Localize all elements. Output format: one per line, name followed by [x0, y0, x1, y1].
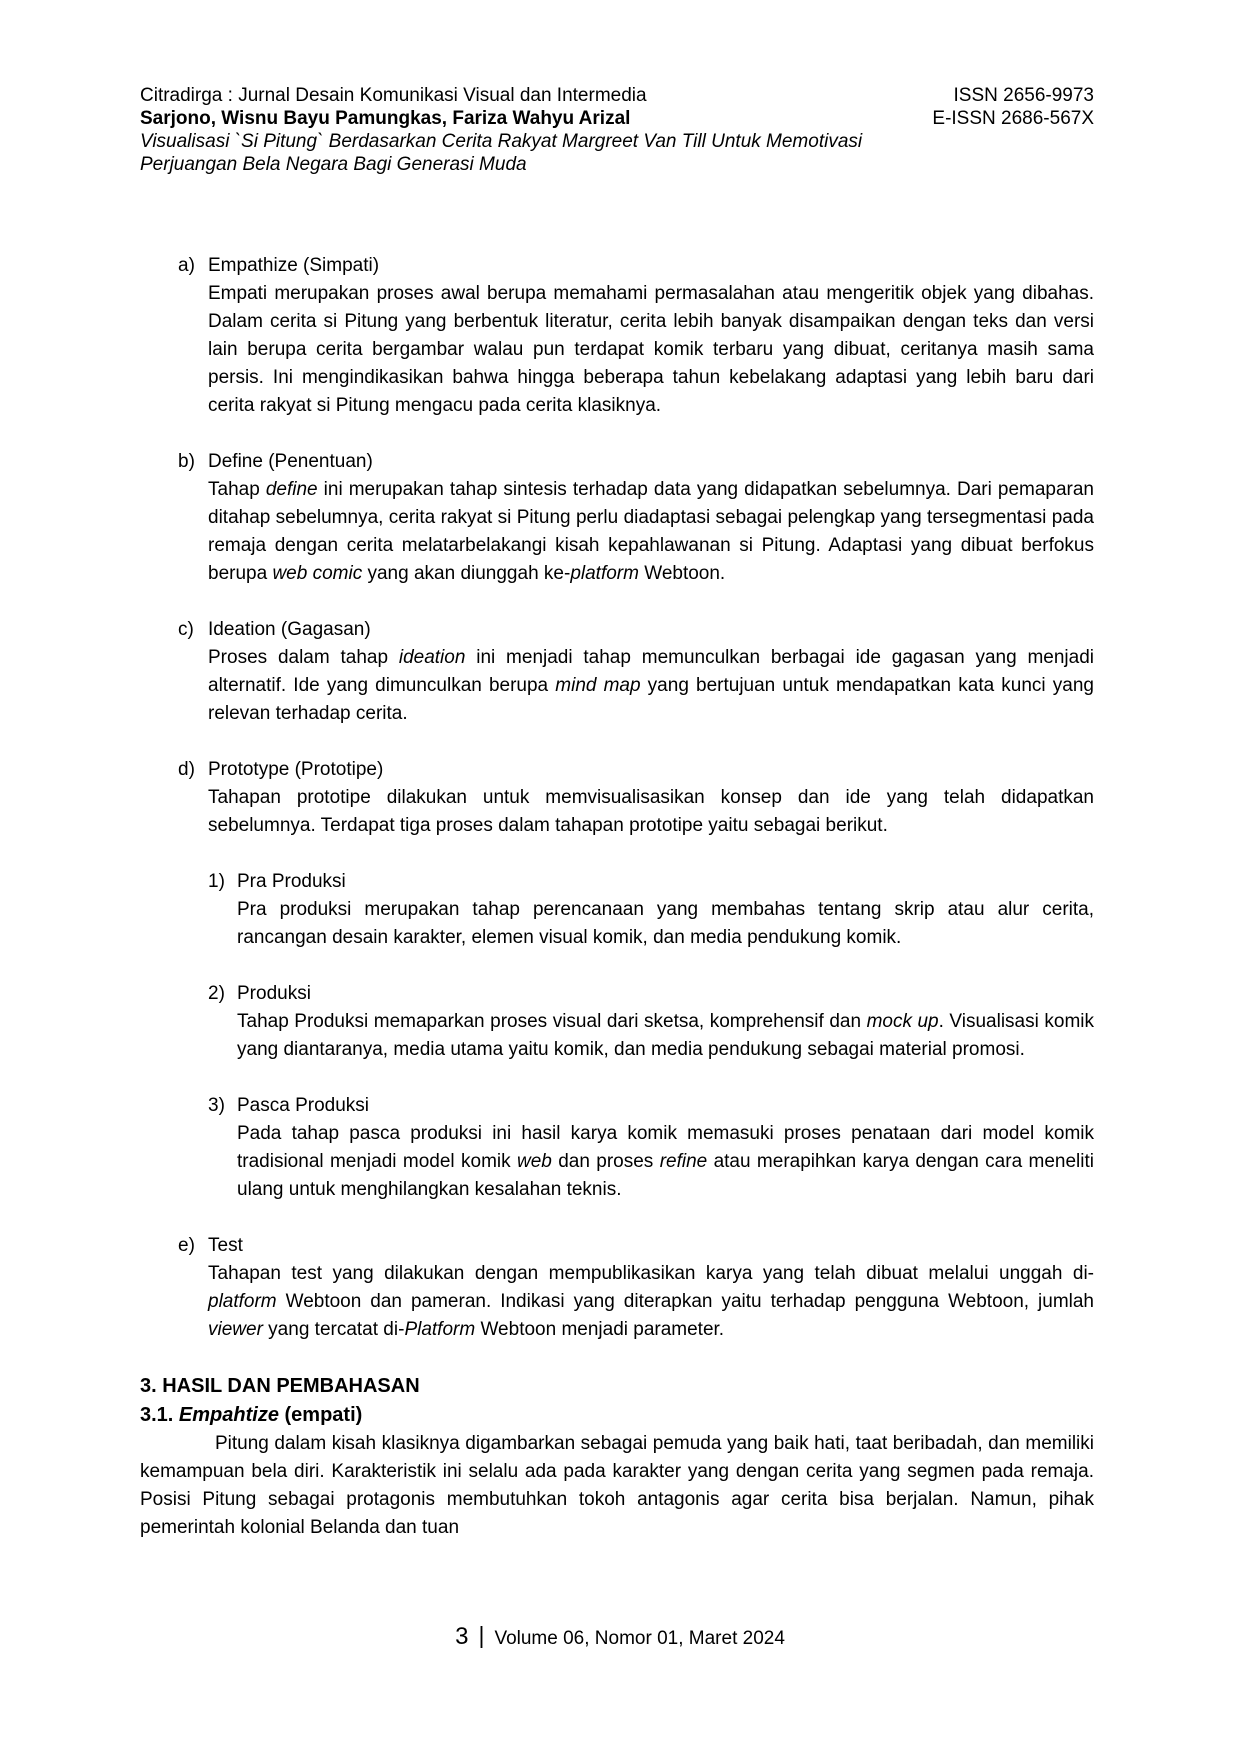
list-marker: c) — [178, 619, 194, 640]
article-title-line1: Visualisasi `Si Pitung` Berdasarkan Cerita Rakyat Margreet Van Till Untuk Memotivasi — [140, 131, 863, 152]
step-paragraph: Tahapan prototipe dilakukan untuk memvisualisasikan konsep dan ide yang telah didapatkan sebelumnya. Terdapat tiga proses dalam tahapan prototipe yaitu sebagai berikut. — [208, 787, 1094, 836]
step-heading — [178, 448, 1094, 476]
step-title: Ideation (Gagasan) — [208, 619, 371, 640]
list-marker: e) — [178, 1235, 195, 1256]
page-footer — [0, 1620, 1240, 1654]
substep-title: Pra Produksi — [237, 871, 346, 892]
journal-name: Citradirga : Jurnal Desain Komunikasi Visual dan Intermedia — [140, 85, 647, 106]
eissn-number: E-ISSN 2686-567X — [932, 108, 1094, 129]
prototype-substeps-list — [208, 868, 1094, 1204]
substep-title: Pasca Produksi — [237, 1095, 370, 1116]
article-title-line2: Perjuangan Bela Negara Bagi Generasi Muda — [140, 154, 527, 175]
step-paragraph: Empati merupakan proses awal berupa memahami permasalahan atau mengeritik objek yang dibahas. Dalam cerita si Pitung yang berbentuk literatur, cerita lebih banyak disampaikan dengan teks dan versi lain berupa cerita bergambar walau pun terdapat komik terbaru yang dibuat, ceritanya masih sama persis. Ini mengindikasikan bahwa hingga beberapa tahun kebelakang adaptasi yang lebih baru dari cerita rakyat si Pitung mengacu pada cerita klasiknya. — [208, 283, 1094, 416]
step-paragraph: Tahapan test yang dilakukan dengan mempublikasikan karya yang telah dibuat melalui unggah di-platform Webtoon dan pameran. Indikasi yang diterapkan yaitu terhadap pengguna Webtoon, jumlah viewer yang tercatat di-Platform Webtoon menjadi parameter. — [208, 1263, 1094, 1340]
step-item-ideation — [178, 616, 1094, 728]
header-left-block — [140, 84, 862, 176]
list-marker: d) — [178, 759, 195, 780]
substep-item-pra-produksi — [208, 868, 1094, 952]
article-title — [140, 130, 862, 176]
page-number: 3 — [455, 1623, 469, 1650]
step-item-define — [178, 448, 1094, 588]
list-marker: a) — [178, 255, 195, 276]
article-body — [140, 252, 1094, 1542]
substep-paragraph: Pra produksi merupakan tahap perencanaan yang membahas tentang skrip atau alur cerita, rancangan desain karakter, elemen visual komik, dan media pendukung komik. — [237, 899, 1094, 948]
step-paragraph: Proses dalam tahap ideation ini menjadi tahap memunculkan berbagai ide gagasan yang menjadi alternatif. Ide yang dimunculkan berupa mind map yang bertujuan untuk mendapatkan kata kunci yang relevan terhadap cerita. — [208, 647, 1095, 724]
header-right-block — [932, 84, 1094, 176]
substep-heading — [208, 980, 1094, 1008]
step-title: Test — [208, 1235, 243, 1256]
volume-info: Volume 06, Nomor 01, Maret 2024 — [494, 1628, 785, 1649]
issn-number: ISSN 2656-9973 — [953, 85, 1094, 106]
list-marker: 3) — [208, 1095, 225, 1116]
section-heading-hasil-dan-pembahasan: 3. HASIL DAN PEMBAHASAN — [140, 1375, 420, 1397]
page-header — [140, 84, 1094, 176]
step-heading — [178, 1232, 1094, 1260]
list-marker: 1) — [208, 871, 225, 892]
authors-line: Sarjono, Wisnu Bayu Pamungkas, Fariza Wahyu Arizal — [140, 108, 631, 129]
subsection-heading-empathize: 3.1. Empahtize (empati) — [140, 1404, 363, 1426]
footer-separator: | — [478, 1622, 485, 1648]
substep-heading — [208, 868, 1094, 896]
substep-item-produksi — [208, 980, 1094, 1064]
list-marker: 2) — [208, 983, 225, 1004]
step-heading — [178, 616, 1094, 644]
results-paragraph: Pitung dalam kisah klasiknya digambarkan sebagai pemuda yang baik hati, taat beribadah, dan memiliki kemampuan bela diri. Karakteristik ini selalu ada pada karakter yang dengan cerita yang segmen pada remaja. Posisi Pitung sebagai protagonis membutuhkan tokoh antagonis agar cerita bisa berjalan. Namun, pihak pemerintah kolonial Belanda dan tuan — [140, 1433, 1094, 1538]
substep-item-pasca-produksi — [208, 1092, 1094, 1204]
step-heading — [178, 756, 1094, 784]
step-item-empathize — [178, 252, 1094, 420]
step-title: Empathize (Simpati) — [208, 255, 380, 276]
substep-title: Produksi — [237, 983, 311, 1004]
step-item-test — [178, 1232, 1094, 1344]
substep-paragraph: Tahap Produksi memaparkan proses visual dari sketsa, komprehensif dan mock up. Visualisasi komik yang diantaranya, media utama yaitu komik, dan media pendukung sebagai material promosi. — [237, 1011, 1094, 1060]
step-title: Prototype (Prototipe) — [208, 759, 384, 780]
substep-paragraph: Pada tahap pasca produksi ini hasil karya komik memasuki proses penataan dari model komik tradisional menjadi model komik web dan proses refine atau merapihkan karya dengan cara meneliti ulang untuk menghilangkan kesalahan teknis. — [237, 1123, 1094, 1200]
step-paragraph: Tahap define ini merupakan tahap sintesis terhadap data yang didapatkan sebelumnya. Dari pemaparan ditahap sebelumnya, cerita rakyat si Pitung perlu diadaptasi sebagai pelengkap yang tersegmentasi pada remaja dengan cerita melatarbelakangi kisah kepahlawanan si Pitung. Adaptasi yang dibuat berfokus berupa web comic yang akan diunggah ke-platform Webtoon. — [208, 479, 1094, 584]
list-marker: b) — [178, 451, 195, 472]
substep-heading — [208, 1092, 1094, 1120]
step-title: Define (Penentuan) — [208, 451, 373, 472]
design-thinking-steps-list — [178, 252, 1094, 1344]
step-item-prototype — [178, 756, 1094, 1204]
step-heading — [178, 252, 1094, 280]
